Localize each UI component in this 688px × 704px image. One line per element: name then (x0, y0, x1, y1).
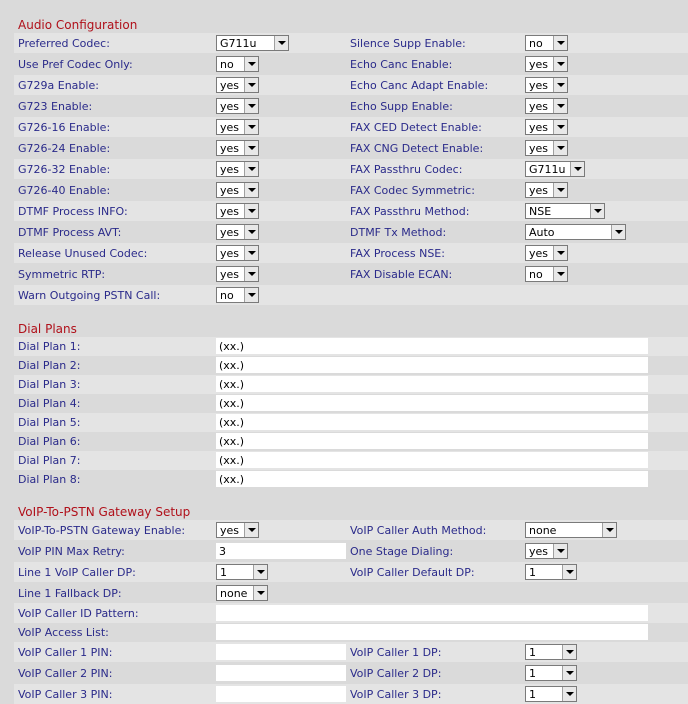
chevron-down-icon[interactable] (553, 141, 567, 155)
dial-plan-label: Dial Plan 2: (18, 359, 81, 372)
audio-setting-label: FAX CED Detect Enable: (350, 121, 482, 134)
chevron-down-icon[interactable] (602, 523, 616, 537)
dial-plan-input[interactable] (216, 452, 648, 468)
dial-plan-row (14, 432, 688, 451)
audio-setting-select[interactable]: G711u (216, 35, 289, 51)
id-pattern-input[interactable] (216, 605, 648, 621)
dial-plan-row (14, 413, 688, 432)
fallback-dp-label: Line 1 Fallback DP: (18, 587, 122, 600)
caller1-dp-label: VoIP Caller 1 DP: (350, 646, 442, 659)
voip-row-3 (14, 562, 688, 582)
audio-setting-label: FAX Passthru Codec: (350, 163, 463, 176)
audio-row (14, 96, 688, 116)
audio-setting-select[interactable]: yes (216, 140, 259, 156)
audio-setting-select[interactable]: yes (525, 56, 568, 72)
audio-setting-select[interactable]: yes (216, 98, 259, 114)
voip-row-9 (14, 684, 688, 704)
id-pattern-label: VoIP Caller ID Pattern: (18, 607, 139, 620)
access-list-label: VoIP Access List: (18, 626, 109, 639)
chevron-down-icon[interactable] (611, 225, 625, 239)
audio-setting-label: Echo Canc Adapt Enable: (350, 79, 489, 92)
pin-retry-input[interactable] (216, 543, 346, 559)
audio-setting-label: G723 Enable: (18, 100, 93, 113)
audio-setting-label: DTMF Process AVT: (18, 226, 122, 239)
audio-setting-label: Warn Outgoing PSTN Call: (18, 289, 161, 302)
chevron-down-icon[interactable] (244, 78, 258, 92)
one-stage-label: One Stage Dialing: (350, 545, 454, 558)
chevron-down-icon[interactable] (274, 36, 288, 50)
audio-row (14, 159, 688, 179)
audio-setting-label: Use Pref Codec Only: (18, 58, 133, 71)
audio-setting-select[interactable]: yes (216, 182, 259, 198)
dial-plans-title: Dial Plans (18, 322, 77, 336)
chevron-down-icon[interactable] (553, 57, 567, 71)
audio-setting-label: G729a Enable: (18, 79, 99, 92)
caller3-dp-select[interactable]: 1 (525, 686, 577, 702)
line1-dp-select[interactable]: 1 (216, 564, 268, 580)
voip-row-7 (14, 642, 688, 662)
chevron-down-icon[interactable] (562, 687, 576, 701)
audio-row (14, 285, 688, 305)
audio-setting-select[interactable]: yes (216, 203, 259, 219)
dial-plan-row (14, 356, 688, 375)
fallback-dp-select[interactable]: none (216, 585, 268, 601)
default-dp-select[interactable]: 1 (525, 564, 577, 580)
default-dp-label: VoIP Caller Default DP: (350, 566, 475, 579)
chevron-down-icon[interactable] (244, 120, 258, 134)
audio-setting-label: FAX Codec Symmetric: (350, 184, 475, 197)
chevron-down-icon[interactable] (244, 141, 258, 155)
audio-config-title: Audio Configuration (18, 18, 138, 32)
caller1-pin-input[interactable] (216, 644, 346, 660)
audio-row (14, 201, 688, 221)
dial-plan-row (14, 375, 688, 394)
audio-setting-select[interactable]: yes (216, 77, 259, 93)
chevron-down-icon[interactable] (244, 99, 258, 113)
audio-row (14, 180, 688, 200)
audio-row (14, 75, 688, 95)
audio-setting-select[interactable]: yes (216, 161, 259, 177)
chevron-down-icon[interactable] (553, 120, 567, 134)
chevron-down-icon[interactable] (562, 645, 576, 659)
caller3-dp-label: VoIP Caller 3 DP: (350, 688, 442, 701)
chevron-down-icon[interactable] (553, 78, 567, 92)
audio-setting-label: Preferred Codec: (18, 37, 110, 50)
audio-setting-label: DTMF Tx Method: (350, 226, 447, 239)
chevron-down-icon[interactable] (253, 565, 267, 579)
dial-plan-row (14, 451, 688, 470)
voip-row-5 (14, 603, 688, 623)
audio-setting-select[interactable]: yes (216, 224, 259, 240)
audio-setting-select[interactable]: yes (525, 77, 568, 93)
audio-row (14, 264, 688, 284)
audio-setting-select[interactable]: yes (525, 119, 568, 135)
chevron-down-icon[interactable] (244, 267, 258, 281)
audio-setting-select[interactable]: yes (525, 140, 568, 156)
voip-row-6 (14, 622, 688, 642)
chevron-down-icon[interactable] (244, 183, 258, 197)
audio-setting-select[interactable]: Auto (525, 224, 626, 240)
audio-row (14, 138, 688, 158)
dial-plan-label: Dial Plan 4: (18, 397, 81, 410)
audio-setting-select[interactable]: yes (216, 119, 259, 135)
audio-setting-select[interactable]: no (216, 287, 259, 303)
dial-plan-label: Dial Plan 3: (18, 378, 81, 391)
audio-setting-select[interactable]: no (525, 35, 568, 51)
dial-plan-input[interactable] (216, 357, 648, 373)
audio-setting-label: Silence Supp Enable: (350, 37, 466, 50)
audio-setting-label: FAX Process NSE: (350, 247, 445, 260)
chevron-down-icon[interactable] (570, 162, 584, 176)
dial-plan-row (14, 337, 688, 356)
dial-plan-input[interactable] (216, 414, 648, 430)
chevron-down-icon[interactable] (244, 288, 258, 302)
line1-dp-label: Line 1 VoIP Caller DP: (18, 566, 136, 579)
voip-row-2 (14, 541, 688, 561)
audio-row (14, 243, 688, 263)
audio-setting-label: G726-16 Enable: (18, 121, 111, 134)
chevron-down-icon[interactable] (553, 99, 567, 113)
dial-plan-input[interactable] (216, 376, 648, 392)
audio-setting-label: FAX Passthru Method: (350, 205, 470, 218)
gateway-enable-label: VoIP-To-PSTN Gateway Enable: (18, 524, 186, 537)
auth-method-select[interactable]: none (525, 522, 617, 538)
audio-setting-label: Release Unused Codec: (18, 247, 148, 260)
dial-plan-row (14, 470, 688, 489)
audio-setting-select[interactable]: yes (216, 266, 259, 282)
caller3-pin-label: VoIP Caller 3 PIN: (18, 688, 113, 701)
chevron-down-icon[interactable] (553, 246, 567, 260)
chevron-down-icon[interactable] (553, 183, 567, 197)
chevron-down-icon[interactable] (562, 565, 576, 579)
dial-plan-input[interactable] (216, 433, 648, 449)
chevron-down-icon[interactable] (553, 267, 567, 281)
chevron-down-icon[interactable] (244, 225, 258, 239)
chevron-down-icon[interactable] (244, 246, 258, 260)
audio-setting-select[interactable]: yes (216, 245, 259, 261)
gateway-enable-select[interactable]: yes (216, 522, 259, 538)
caller1-pin-label: VoIP Caller 1 PIN: (18, 646, 113, 659)
caller3-pin-input[interactable] (216, 686, 346, 702)
chevron-down-icon[interactable] (590, 204, 604, 218)
audio-setting-label: Symmetric RTP: (18, 268, 106, 281)
chevron-down-icon[interactable] (244, 523, 258, 537)
audio-setting-label: Echo Canc Enable: (350, 58, 453, 71)
audio-row (14, 54, 688, 74)
chevron-down-icon[interactable] (253, 586, 267, 600)
chevron-down-icon[interactable] (562, 666, 576, 680)
audio-setting-select[interactable]: yes (525, 98, 568, 114)
voip-gateway-title: VoIP-To-PSTN Gateway Setup (18, 505, 191, 519)
audio-setting-select[interactable]: yes (525, 182, 568, 198)
dial-plan-label: Dial Plan 1: (18, 340, 81, 353)
audio-setting-select[interactable]: no (216, 56, 259, 72)
chevron-down-icon[interactable] (244, 204, 258, 218)
dial-plan-label: Dial Plan 6: (18, 435, 81, 448)
audio-setting-select[interactable]: no (525, 266, 568, 282)
audio-setting-label: DTMF Process INFO: (18, 205, 128, 218)
dial-plan-label: Dial Plan 8: (18, 473, 81, 486)
dial-plan-label: Dial Plan 7: (18, 454, 81, 467)
audio-setting-select[interactable]: NSE (525, 203, 605, 219)
audio-setting-label: G726-32 Enable: (18, 163, 111, 176)
audio-setting-label: FAX Disable ECAN: (350, 268, 453, 281)
caller2-pin-input[interactable] (216, 665, 346, 681)
access-list-input[interactable] (216, 624, 648, 640)
caller2-dp-select[interactable]: 1 (525, 665, 577, 681)
audio-setting-label: Echo Supp Enable: (350, 100, 453, 113)
dial-plan-label: Dial Plan 5: (18, 416, 81, 429)
audio-row (14, 117, 688, 137)
chevron-down-icon[interactable] (553, 36, 567, 50)
dial-plan-input[interactable] (216, 471, 648, 487)
voip-row-8 (14, 663, 688, 683)
voip-row-4 (14, 583, 688, 603)
chevron-down-icon[interactable] (244, 162, 258, 176)
dial-plan-input[interactable] (216, 395, 648, 411)
audio-setting-select[interactable]: yes (525, 245, 568, 261)
chevron-down-icon[interactable] (244, 57, 258, 71)
audio-row (14, 222, 688, 242)
audio-setting-label: G726-40 Enable: (18, 184, 111, 197)
voip-row-1 (14, 520, 688, 540)
caller2-pin-label: VoIP Caller 2 PIN: (18, 667, 113, 680)
dial-plan-input[interactable] (216, 338, 648, 354)
caller1-dp-select[interactable]: 1 (525, 644, 577, 660)
audio-setting-select[interactable]: G711u (525, 161, 585, 177)
dial-plan-row (14, 394, 688, 413)
chevron-down-icon[interactable] (553, 544, 567, 558)
audio-row (14, 33, 688, 53)
audio-setting-label: FAX CNG Detect Enable: (350, 142, 484, 155)
auth-method-label: VoIP Caller Auth Method: (350, 524, 487, 537)
caller2-dp-label: VoIP Caller 2 DP: (350, 667, 442, 680)
one-stage-select[interactable]: yes (525, 543, 568, 559)
pin-retry-label: VoIP PIN Max Retry: (18, 545, 125, 558)
audio-setting-label: G726-24 Enable: (18, 142, 111, 155)
